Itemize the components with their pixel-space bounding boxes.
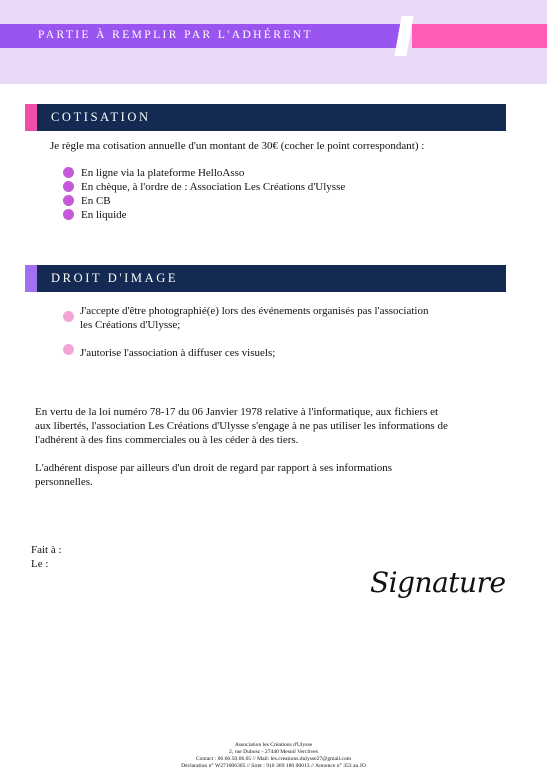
legal-line-5: personnelles. (35, 476, 93, 488)
section-title-droit-image: DROIT D'IMAGE (51, 271, 179, 285)
section-header-droit-image (25, 265, 506, 292)
footer-line-4: Déclaration n° W271006305 // Siret : 910 369 180 00013 // Annonce n° 353 au JO (181, 763, 366, 769)
legal-line-2: aux libertés, l'association Les Créations d'Ulysse s'engage à ne pas utiliser les informations de (35, 420, 448, 432)
section-accent-violet (25, 265, 37, 292)
legal-line-1: En vertu de la loi numéro 78-17 du 06 Janvier 1978 relative à l'informatique, aux fichiers et (35, 406, 439, 418)
fait-a-label: Fait à : (31, 544, 62, 556)
option-label-photo-line2: les Créations d'Ulysse; (80, 319, 181, 331)
option-label-cb: En CB (81, 195, 111, 207)
option-label-photo-line1: J'accepte d'être photographié(e) lors des événements organisés pas l'association (80, 305, 429, 317)
legal-line-3: l'adhérent à des fins commerciales ou à les céder à des tiers. (35, 434, 299, 446)
section-header-cotisation (25, 104, 506, 131)
checkbox-dot-diffusion[interactable] (63, 344, 74, 355)
signature-label: Signature (370, 566, 506, 599)
radio-dot-helloasso[interactable] (63, 167, 74, 178)
radio-dot-cb[interactable] (63, 195, 74, 206)
radio-dot-liquide[interactable] (63, 209, 74, 220)
option-label-helloasso: En ligne via la plateforme HelloAsso (81, 167, 245, 179)
section-title-cotisation: COTISATION (51, 110, 151, 124)
radio-dot-cheque[interactable] (63, 181, 74, 192)
footer-line-2: 2, rue Dubosc - 27440 Mesnil Verclives (229, 749, 318, 755)
page-title: PARTIE À REMPLIR PAR L'ADHÉRENT (38, 29, 313, 41)
legal-line-4: L'adhérent dispose par ailleurs d'un droit de regard par rapport à ses informations (35, 462, 393, 474)
section-accent-pink (25, 104, 37, 131)
footer-line-3: Contact : 06.66.50.66.05 // Mail: les.creations.dulysse27@gmail.com (195, 756, 352, 762)
option-label-diffusion: J'autorise l'association à diffuser ces visuels; (80, 347, 276, 359)
option-label-cheque: En chèque, à l'ordre de : Association Les Créations d'Ulysse (81, 181, 346, 193)
cotisation-intro: Je règle ma cotisation annuelle d'un montant de 30€ (cocher le point correspondant) : (50, 140, 425, 152)
checkbox-dot-photo[interactable] (63, 311, 74, 322)
header-banner-pink (412, 24, 547, 48)
footer-line-1: Association les Créations d'Ulysse (234, 742, 313, 748)
date-label: Le : (31, 558, 49, 570)
option-label-liquide: En liquide (81, 209, 127, 221)
